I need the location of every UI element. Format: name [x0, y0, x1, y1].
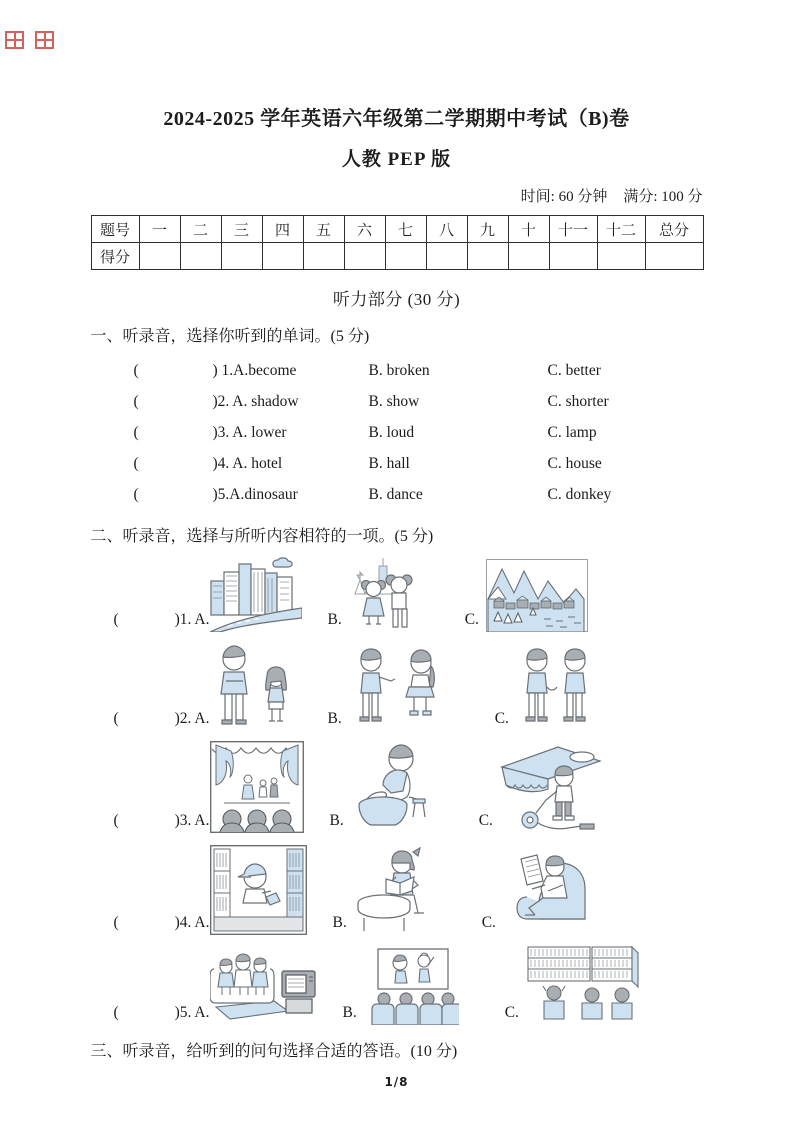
item-label: )5. A. [174, 1004, 210, 1021]
score-table-header-cell: 五 [303, 216, 344, 243]
score-cell [385, 243, 426, 270]
option-b-letter: B. [342, 1004, 357, 1021]
word-choice-row [91, 448, 703, 479]
score-table-header-cell: 八 [426, 216, 467, 243]
score-table-header-cell: 九 [467, 216, 508, 243]
picture-family-watching-tv-on-sofa [210, 945, 317, 1025]
score-table-header-cell: 一 [139, 216, 180, 243]
option-a: )4. A. hotel [212, 455, 283, 472]
section1-heading: 一、听录音，选择你听到的单词。(5 分) [90, 328, 370, 345]
red-stamp-icon [5, 31, 24, 49]
picture-boy-vacuuming-beside-bed [500, 741, 602, 833]
option-b: B. dance [368, 486, 423, 503]
picture-choice-row [114, 843, 703, 935]
option-b-letter: B. [329, 812, 344, 829]
picture-choice-row [114, 644, 703, 731]
exam-full-score: 满分: 100 分 [623, 189, 703, 205]
picture-boy-pointing-at-girl-in-skirt [351, 644, 449, 731]
picture-choice-row [114, 945, 703, 1025]
answer-bracket: ( [113, 1004, 119, 1021]
score-cell [508, 243, 549, 270]
listening-part-title: 听力部分 (30 分) [332, 290, 461, 309]
answer-bracket: ( [113, 611, 119, 628]
picture-girl-reading-book-at-table [356, 843, 436, 935]
option-b: B. show [368, 393, 420, 410]
exam-time: 时间: 60 分钟 [520, 189, 608, 205]
picture-two-tourists-with-mouse-ears-at-castle [351, 554, 419, 632]
section3-heading: 三、听录音，给听到的问句选择合适的答语。(10 分) [90, 1043, 458, 1060]
option-b: B. broken [368, 362, 430, 379]
answer-bracket: ( [133, 393, 139, 410]
option-b-letter: B. [327, 611, 342, 628]
option-b-letter: B. [327, 710, 342, 727]
page-subtitle: 人教 PEP 版 [341, 149, 452, 170]
option-c-letter: C. [478, 812, 493, 829]
item-label: )4. A. [174, 914, 210, 931]
picture-children-watching-screen [366, 947, 459, 1025]
option-a: )3. A. lower [212, 424, 287, 441]
answer-bracket: ( [133, 455, 139, 472]
score-cell [597, 243, 645, 270]
score-table-header-cell: 四 [262, 216, 303, 243]
picture-choice-row [114, 554, 703, 632]
score-table-header-cell: 十一 [549, 216, 597, 243]
answer-bracket: ( [133, 486, 139, 503]
score-cell [221, 243, 262, 270]
option-b: B. loud [368, 424, 415, 441]
option-c: C. lamp [547, 424, 597, 441]
option-c: C. better [547, 362, 601, 379]
score-table [91, 215, 704, 270]
option-c-letter: C. [504, 1004, 519, 1021]
score-cell [303, 243, 344, 270]
score-table-header-cell: 三 [221, 216, 262, 243]
section1-items [91, 355, 703, 510]
picture-man-reading-newspaper-in-armchair [503, 845, 595, 935]
picture-choice-row [114, 741, 703, 833]
score-table-header-cell: 十 [508, 216, 549, 243]
score-cell [467, 243, 508, 270]
score-table-header-cell: 总分 [645, 216, 703, 243]
option-c-letter: C. [464, 611, 479, 628]
option-c-letter: C. [494, 710, 509, 727]
item-label: )3. A. [174, 812, 210, 829]
word-choice-row [91, 355, 703, 386]
item-label: )2. A. [174, 710, 210, 727]
score-table-score-row [91, 243, 703, 270]
word-choice-row [91, 386, 703, 417]
score-cell [344, 243, 385, 270]
option-c: C. house [547, 455, 602, 472]
option-c: C. shorter [547, 393, 609, 410]
score-cell [139, 243, 180, 270]
score-table-header-cell: 二 [180, 216, 221, 243]
score-table-header-row [91, 216, 703, 243]
picture-boy-reading-at-library-window [210, 845, 307, 935]
score-table-header-cell: 六 [344, 216, 385, 243]
option-b-letter: B. [332, 914, 347, 931]
score-table-header-cell: 题号 [91, 216, 139, 243]
answer-bracket: ( [133, 424, 139, 441]
picture-audience-watching-stage-show [210, 741, 304, 833]
picture-mountain-village-landscape [486, 559, 588, 632]
word-choice-row [91, 417, 703, 448]
picture-taller-boy-with-shorter-girl [210, 644, 302, 731]
score-cell [180, 243, 221, 270]
option-a: )2. A. shadow [212, 393, 299, 410]
answer-bracket: ( [133, 362, 139, 379]
picture-city-street-with-buildings [210, 556, 302, 632]
option-a: )5.A.dinosaur [212, 486, 298, 503]
score-cell [549, 243, 597, 270]
picture-two-boys-same-height-holding-hands [516, 646, 599, 731]
option-b: B. hall [368, 455, 410, 472]
answer-bracket: ( [113, 710, 119, 727]
page-number: 1/8 [384, 1075, 409, 1089]
option-a: ) 1.A.become [212, 362, 297, 379]
answer-bracket: ( [113, 914, 119, 931]
score-table-header-cell: 十二 [597, 216, 645, 243]
option-c: C. donkey [547, 486, 612, 503]
exam-meta [91, 185, 703, 206]
corner-marks [5, 31, 54, 49]
item-label: )1. A. [174, 611, 210, 628]
option-c-letter: C. [481, 914, 496, 931]
section2-heading: 二、听录音，选择与所听内容相符的一项。(5 分) [90, 528, 434, 545]
picture-students-reading-in-library [526, 945, 639, 1025]
word-choice-row [91, 479, 703, 510]
answer-bracket: ( [113, 812, 119, 829]
picture-boy-washing-clothes-in-basin [353, 741, 433, 833]
page-title: 2024-2025 学年英语六年级第二学期期中考试（B)卷 [163, 108, 630, 130]
score-table-header-cell: 七 [385, 216, 426, 243]
score-cell [262, 243, 303, 270]
red-stamp-icon [35, 31, 54, 49]
score-cell [645, 243, 703, 270]
score-cell [426, 243, 467, 270]
score-row-label: 得分 [91, 243, 139, 270]
